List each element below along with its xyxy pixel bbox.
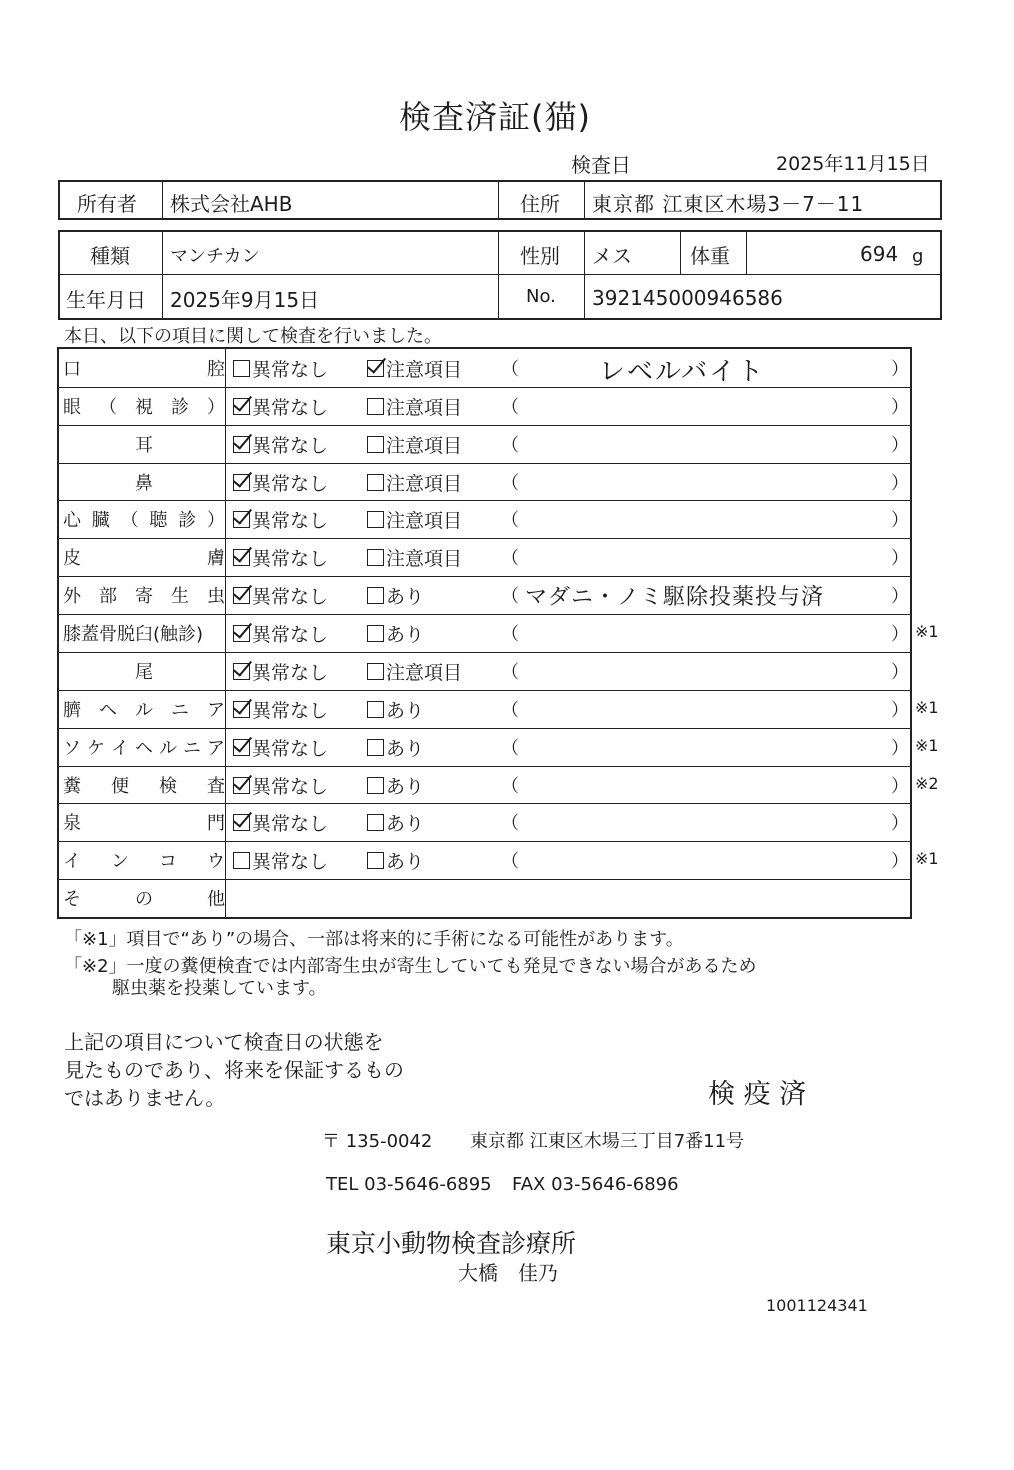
option-finding[interactable]	[367, 469, 462, 496]
label-char: 眼	[63, 396, 81, 418]
label-char: ル	[159, 737, 177, 759]
paren-open: （	[501, 396, 519, 418]
inspection-row	[59, 652, 910, 691]
label-char: 寄	[135, 586, 153, 608]
disclaimer-line: 上記の項目について検査日の状態を	[64, 1030, 384, 1054]
option-finding[interactable]	[367, 658, 462, 685]
checkbox-normal[interactable]	[233, 436, 250, 453]
weight-unit: g	[912, 246, 924, 267]
label-char: 部	[99, 586, 117, 608]
checkbox-normal[interactable]	[233, 549, 250, 566]
option-normal-label: 異常なし	[252, 396, 329, 419]
option-finding-label: あり	[386, 586, 425, 609]
address-label: 住所	[520, 192, 560, 216]
label-char: 門	[207, 813, 225, 835]
paren-close: ）	[891, 472, 909, 494]
inspection-row	[59, 538, 910, 577]
inspection-item-label	[63, 620, 225, 646]
clinic-address: 東京都 江東区木場三丁目7番11号	[470, 1131, 745, 1152]
disclaimer-line: ではありません。	[64, 1086, 226, 1110]
option-normal[interactable]	[233, 506, 328, 533]
label-char: 虫	[207, 586, 225, 608]
clinic-name: 東京小動物検査診療所	[326, 1229, 577, 1258]
checkbox-normal[interactable]	[233, 777, 250, 794]
footnote-mark: ※1	[915, 622, 939, 642]
checkbox-normal[interactable]	[233, 360, 250, 377]
option-finding-label: 注意項目	[386, 434, 463, 457]
label-char: 口	[63, 359, 81, 380]
serial-number: 1001124341	[766, 1296, 868, 1315]
checkbox-normal[interactable]	[233, 474, 250, 491]
footnote-mark: ※1	[915, 735, 939, 755]
option-normal-label: 異常なし	[252, 775, 329, 798]
option-normal[interactable]	[233, 469, 328, 496]
label-char: 尾	[135, 661, 153, 683]
option-finding-label: 注意項目	[386, 396, 463, 419]
checkbox-finding[interactable]	[367, 663, 384, 680]
address-value: 東京都 江東区木場3－7－11	[592, 192, 865, 216]
option-finding-label: あり	[386, 851, 425, 874]
inspection-row	[59, 841, 939, 880]
inspection-item-label	[63, 885, 225, 911]
animal-info-box	[58, 230, 942, 320]
paren-close: ）	[891, 737, 909, 759]
label-char: ン	[111, 851, 129, 873]
paren-open: （	[501, 510, 519, 532]
label-char: 検	[159, 775, 177, 797]
inspection-row	[59, 803, 910, 842]
option-finding-label: 注意項目	[386, 359, 463, 381]
option-finding-label: 注意項目	[386, 510, 463, 533]
inspection-item-label	[63, 544, 225, 570]
checkbox-finding[interactable]	[367, 739, 384, 756]
exam-date-value: 2025年11月15日	[776, 153, 930, 175]
inspection-item-label	[63, 355, 225, 381]
paren-close: ）	[891, 624, 909, 646]
option-finding[interactable]	[367, 544, 462, 571]
intro-text: 本日、以下の項目に関して検査を行いました。	[64, 326, 442, 347]
footnote-2: 「※2」一度の糞便検査では内部寄生虫が寄生していても発見できない場合があるため	[64, 956, 757, 977]
inspection-row	[59, 463, 910, 502]
paren-close: ）	[891, 510, 909, 532]
paren-close: ）	[891, 396, 909, 418]
paren-close: ）	[891, 699, 909, 721]
checkbox-normal[interactable]	[233, 701, 250, 718]
checkbox-finding[interactable]	[367, 625, 384, 642]
option-finding[interactable]	[367, 847, 424, 874]
label-char: ソ	[63, 737, 81, 759]
clinic-fax: FAX 03-5646-6896	[512, 1174, 679, 1195]
inspection-row	[59, 879, 910, 917]
inspection-row	[59, 349, 910, 388]
label-char: 診	[171, 396, 189, 418]
inspection-note: レベルバイト	[599, 357, 766, 387]
label-char: 耳	[135, 434, 153, 456]
option-normal-label: 異常なし	[252, 737, 329, 760]
inspection-item-label	[63, 809, 225, 835]
option-normal-label: 異常なし	[252, 548, 329, 571]
option-finding[interactable]	[367, 355, 462, 382]
label-char: 査	[207, 775, 225, 797]
footnote-1: 「※1」項目で“あり”の場合、一部は将来的に手術になる可能性があります。	[64, 929, 684, 950]
footnote-mark: ※1	[915, 849, 939, 869]
option-normal[interactable]	[233, 620, 328, 647]
inspection-table	[57, 347, 939, 919]
label-char: ア	[207, 699, 225, 721]
checkbox-normal[interactable]	[233, 814, 250, 831]
label-char: ニ	[183, 737, 201, 759]
option-finding-label: あり	[386, 699, 425, 722]
option-normal-label: 異常なし	[252, 699, 329, 722]
label-char: 他	[207, 889, 225, 911]
checkbox-finding[interactable]	[367, 511, 384, 528]
paren-close: ）	[891, 359, 909, 380]
checkbox-finding[interactable]	[367, 777, 384, 794]
option-finding[interactable]	[367, 734, 424, 761]
label-char: 泉	[63, 813, 81, 835]
inspection-item-label	[63, 469, 225, 495]
birth-label: 生年月日	[66, 288, 146, 312]
option-finding[interactable]	[367, 506, 462, 533]
checkbox-finding[interactable]	[367, 474, 384, 491]
option-finding[interactable]	[367, 431, 462, 458]
option-normal-label: 異常なし	[252, 359, 329, 381]
option-finding-label: 注意項目	[386, 661, 463, 684]
checkbox-normal[interactable]	[233, 511, 250, 528]
option-normal[interactable]	[233, 355, 328, 382]
paren-open: （	[501, 775, 519, 797]
checkbox-finding[interactable]	[367, 360, 384, 377]
option-finding-label: あり	[386, 624, 425, 647]
paren-open: （	[501, 699, 519, 721]
label-char: 膚	[207, 548, 225, 570]
inspection-item-label	[63, 431, 225, 457]
option-normal-label: 異常なし	[252, 510, 329, 533]
inspection-note: マダニ・ノミ駆除投薬投与済	[525, 585, 825, 611]
paren-open: （	[501, 548, 519, 570]
number-label: No.	[526, 286, 556, 307]
option-normal[interactable]	[233, 809, 328, 836]
inspection-item-label	[63, 696, 225, 722]
option-normal[interactable]	[233, 658, 328, 685]
label-char: 皮	[63, 548, 81, 570]
paren-open: （	[501, 586, 519, 608]
paren-open: （	[501, 434, 519, 456]
weight-value: 694	[860, 242, 899, 266]
label-char: 腔	[207, 359, 225, 380]
footnote-2-continued: 駆虫薬を投薬しています。	[112, 978, 327, 999]
option-normal[interactable]	[233, 393, 328, 420]
paren-close: ）	[891, 661, 909, 683]
paren-close: ）	[891, 851, 909, 873]
paren-open: （	[501, 661, 519, 683]
inspection-row	[59, 690, 939, 729]
label-char: そ	[63, 889, 81, 911]
option-normal[interactable]	[233, 734, 328, 761]
paren-close: ）	[891, 813, 909, 835]
label-char: 心	[63, 510, 81, 532]
checkbox-finding[interactable]	[367, 549, 384, 566]
label-char: ニ	[171, 699, 189, 721]
option-normal-label: 異常なし	[252, 624, 329, 647]
paren-close: ）	[891, 548, 909, 570]
option-normal[interactable]	[233, 772, 328, 799]
checkbox-finding[interactable]	[367, 398, 384, 415]
label-char: 膝蓋骨脱臼(触診)	[63, 624, 204, 646]
checkbox-finding[interactable]	[367, 852, 384, 869]
checkbox-finding[interactable]	[367, 814, 384, 831]
option-normal-label: 異常なし	[252, 661, 329, 684]
inspection-item-label	[63, 506, 225, 532]
certificate-title: 検査済証(猫)	[399, 98, 591, 136]
checkbox-normal[interactable]	[233, 398, 250, 415]
birth-value: 2025年9月15日	[170, 288, 320, 312]
label-char: ル	[135, 699, 153, 721]
inspection-item-label	[63, 658, 225, 684]
label-char: 視	[135, 396, 153, 418]
disclaimer	[64, 1028, 404, 1112]
clinic-tel: TEL 03-5646-6895	[326, 1174, 492, 1195]
checkbox-finding[interactable]	[367, 587, 384, 604]
option-finding[interactable]	[367, 772, 424, 799]
inspection-item-label	[63, 772, 225, 798]
label-char: の	[135, 889, 153, 911]
footnote-mark: ※2	[915, 773, 939, 793]
label-char: ヘ	[99, 699, 117, 721]
inspection-row	[59, 425, 910, 464]
label-char: ）	[206, 510, 225, 532]
sex-label: 性別	[520, 244, 560, 268]
option-normal[interactable]	[233, 582, 328, 609]
label-char: ア	[207, 737, 225, 759]
owner-label: 所有者	[77, 192, 137, 216]
option-finding[interactable]	[367, 809, 424, 836]
option-finding-label: 注意項目	[386, 548, 463, 571]
footnote-mark: ※1	[915, 697, 939, 717]
paren-open: （	[501, 359, 519, 380]
owner-box	[58, 180, 942, 220]
option-finding-label: あり	[386, 737, 425, 760]
paren-open: （	[501, 851, 519, 873]
owner-value: 株式会社AHB	[170, 192, 293, 216]
option-normal-label: 異常なし	[252, 586, 329, 609]
label-char: 臓	[91, 510, 110, 532]
inspection-row	[59, 576, 910, 615]
option-normal[interactable]	[233, 431, 328, 458]
label-char: ヘ	[135, 737, 153, 759]
clinic-postal-code: 〒 135-0042	[322, 1131, 433, 1152]
label-char: ケ	[87, 737, 105, 759]
option-finding-label: 注意項目	[386, 472, 463, 495]
paren-open: （	[501, 813, 519, 835]
label-char: イ	[111, 737, 129, 759]
option-normal-label: 異常なし	[252, 813, 329, 836]
inspection-item-label	[63, 847, 225, 873]
option-finding-label: あり	[386, 813, 425, 836]
checkbox-finding[interactable]	[367, 436, 384, 453]
option-finding[interactable]	[367, 393, 462, 420]
label-char: ）	[207, 396, 225, 418]
option-normal-label: 異常なし	[252, 851, 329, 874]
label-char: 鼻	[135, 472, 153, 494]
inspection-item-label	[63, 393, 225, 419]
paren-open: （	[501, 472, 519, 494]
option-normal-label: 異常なし	[252, 434, 329, 457]
option-normal[interactable]	[233, 847, 328, 874]
inspection-row	[59, 387, 910, 426]
label-char: （	[99, 396, 117, 418]
label-char: （	[120, 510, 139, 532]
option-normal[interactable]	[233, 696, 328, 723]
breed-value: マンチカン	[170, 246, 260, 267]
option-normal[interactable]	[233, 544, 328, 571]
label-char: ウ	[207, 851, 225, 873]
disclaimer-line: 見たものであり、将来を保証するもの	[64, 1058, 404, 1082]
label-char: コ	[159, 851, 177, 873]
weight-label: 体重	[690, 244, 730, 268]
inspection-row	[59, 500, 910, 539]
label-char: 糞	[63, 775, 81, 797]
inspection-row	[59, 766, 939, 805]
paren-close: ）	[891, 775, 909, 797]
paren-open: （	[501, 737, 519, 759]
inspection-item-label	[63, 582, 225, 608]
exam-date-label: 検査日	[571, 153, 631, 177]
checkbox-normal[interactable]	[233, 663, 250, 680]
option-finding[interactable]	[367, 582, 424, 609]
label-char: 診	[178, 510, 197, 532]
option-finding[interactable]	[367, 696, 424, 723]
checkbox-normal[interactable]	[233, 625, 250, 642]
label-char: 便	[111, 775, 129, 797]
label-char: イ	[63, 851, 81, 873]
inspection-item-label	[63, 734, 225, 760]
option-normal-label: 異常なし	[252, 472, 329, 495]
label-char: 臍	[63, 699, 81, 721]
option-finding[interactable]	[367, 620, 424, 647]
inspection-stamp: 検 疫 済	[708, 1079, 807, 1110]
inspection-row	[59, 614, 939, 653]
label-char: 生	[171, 586, 189, 608]
label-char: 外	[63, 586, 81, 608]
paren-close: ）	[891, 586, 909, 608]
breed-label: 種類	[90, 244, 130, 268]
paren-open: （	[501, 624, 519, 646]
checkbox-finding[interactable]	[367, 701, 384, 718]
number-value: 392145000946586	[592, 286, 783, 310]
checkbox-normal[interactable]	[233, 852, 250, 869]
sex-value: メス	[592, 244, 632, 268]
veterinarian-name: 大橋 佳乃	[458, 1261, 558, 1285]
option-finding-label: あり	[386, 775, 425, 798]
inspection-row	[59, 728, 939, 767]
paren-close: ）	[891, 434, 909, 456]
checkbox-normal[interactable]	[233, 587, 250, 604]
label-char: 聴	[149, 510, 168, 532]
checkbox-normal[interactable]	[233, 739, 250, 756]
